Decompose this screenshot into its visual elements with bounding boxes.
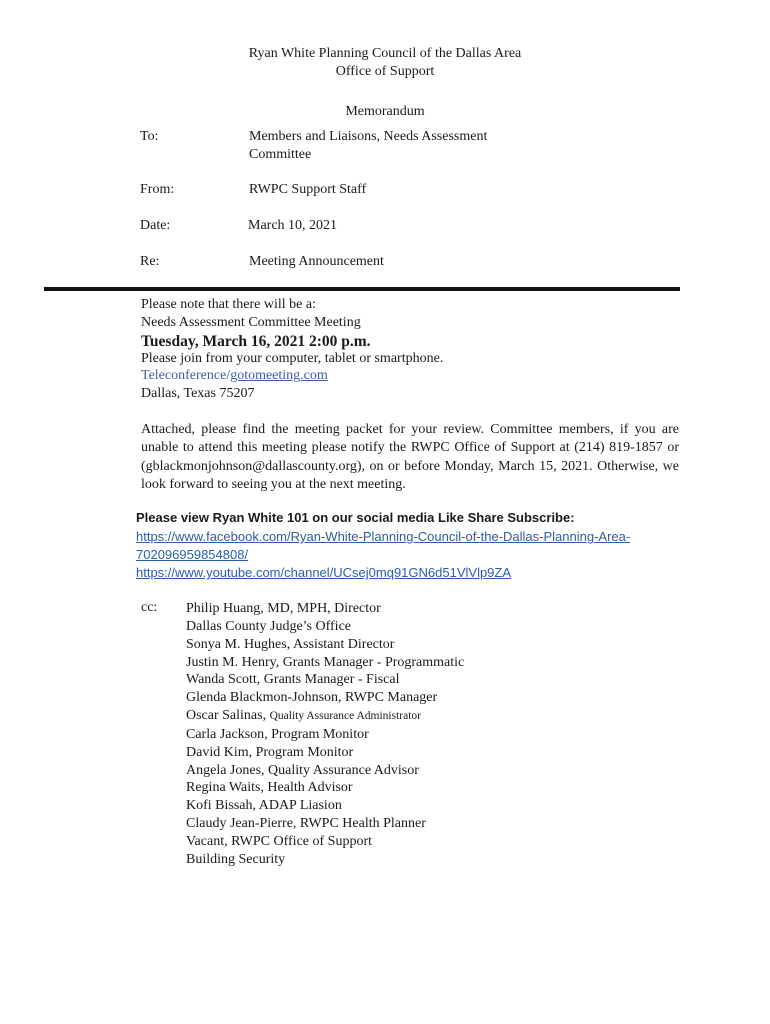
body-paragraph: Attached, please find the meeting packet for your review. Committee members, if you are unable to attend this meeting please notify the RWPC Office of Support at (214) 819-1857 or (gblackmonjohnson@dallascounty.org), on or before Monday, March 15, 2021. Otherwise, we look forward to seeing you at the next meeting. — [141, 422, 679, 492]
join-instructions: Please join from your computer, tablet or smartphone. — [141, 351, 444, 366]
cc-recipient: Regina Waits, Health Advisor — [186, 780, 353, 796]
teleconference-prefix: Teleconference/ — [141, 368, 231, 383]
meeting-datetime: Tuesday, March 16, 2021 2:00 p.m. — [141, 333, 371, 350]
cc-recipient-list — [186, 600, 464, 869]
cc-recipient: Philip Huang, MD, MPH, Director — [186, 601, 381, 616]
header-divider — [44, 287, 680, 291]
cc-recipient-name: Oscar Salinas, — [186, 708, 267, 724]
meeting-location: Dallas, Texas 75207 — [141, 386, 255, 401]
youtube-link[interactable]: https://www.youtube.com/channel/UCsej0mq91GN6d51VlVlp9ZA — [136, 565, 512, 580]
cc-recipient-title: Quality Assurance Administrator — [269, 710, 421, 723]
meeting-name: Needs Assessment Committee Meeting — [141, 315, 361, 330]
cc-recipient: Kofi Bissah, ADAP Liasion — [186, 798, 342, 814]
document-type: Memorandum — [345, 104, 425, 119]
cc-recipient: Building Security — [186, 851, 286, 867]
facebook-link-line1[interactable]: https://www.facebook.com/Ryan-White-Planning-Council-of-the-Dallas-Planning-Area- — [136, 529, 631, 544]
from-value: RWPC Support Staff — [249, 182, 367, 197]
to-value-line2: Committee — [249, 147, 312, 162]
cc-recipient: Vacant, RWPC Office of Support — [186, 833, 372, 849]
cc-recipient: Justin M. Henry, Grants Manager - Programmatic — [186, 654, 465, 670]
facebook-link-line2[interactable]: 702096959854808/ — [136, 547, 249, 562]
office-name: Office of Support — [335, 64, 435, 79]
re-label: Re: — [140, 254, 160, 269]
cc-recipient-oscar — [186, 707, 464, 726]
notice-intro: Please note that there will be a: — [141, 297, 316, 312]
gotomeeting-link[interactable]: gotomeeting.com — [230, 368, 328, 383]
org-name: Ryan White Planning Council of the Dallas Area — [248, 46, 522, 61]
social-heading: Please view Ryan White 101 on our social media Like Share Subscribe: — [136, 510, 575, 525]
cc-recipient: Carla Jackson, Program Monitor — [186, 726, 369, 742]
cc-recipient: Dallas County Judge’s Office — [186, 618, 351, 634]
date-value: March 10, 2021 — [248, 218, 338, 233]
to-label: To: — [140, 129, 159, 144]
cc-recipient: Claudy Jean-Pierre, RWPC Health Planner — [186, 816, 426, 832]
cc-recipient: Wanda Scott, Grants Manager - Fiscal — [186, 672, 400, 688]
cc-label: cc: — [141, 600, 158, 615]
from-label: From: — [140, 182, 175, 197]
cc-recipient: David Kim, Program Monitor — [186, 744, 354, 760]
cc-recipient: Sonya M. Hughes, Assistant Director — [186, 636, 395, 652]
date-label: Date: — [140, 218, 171, 233]
re-value: Meeting Announcement — [249, 254, 384, 269]
to-value-line1: Members and Liaisons, Needs Assessment — [249, 129, 488, 144]
cc-recipient: Glenda Blackmon-Johnson, RWPC Manager — [186, 690, 438, 706]
cc-recipient: Angela Jones, Quality Assurance Advisor — [186, 762, 419, 778]
teleconference-line — [141, 368, 328, 384]
